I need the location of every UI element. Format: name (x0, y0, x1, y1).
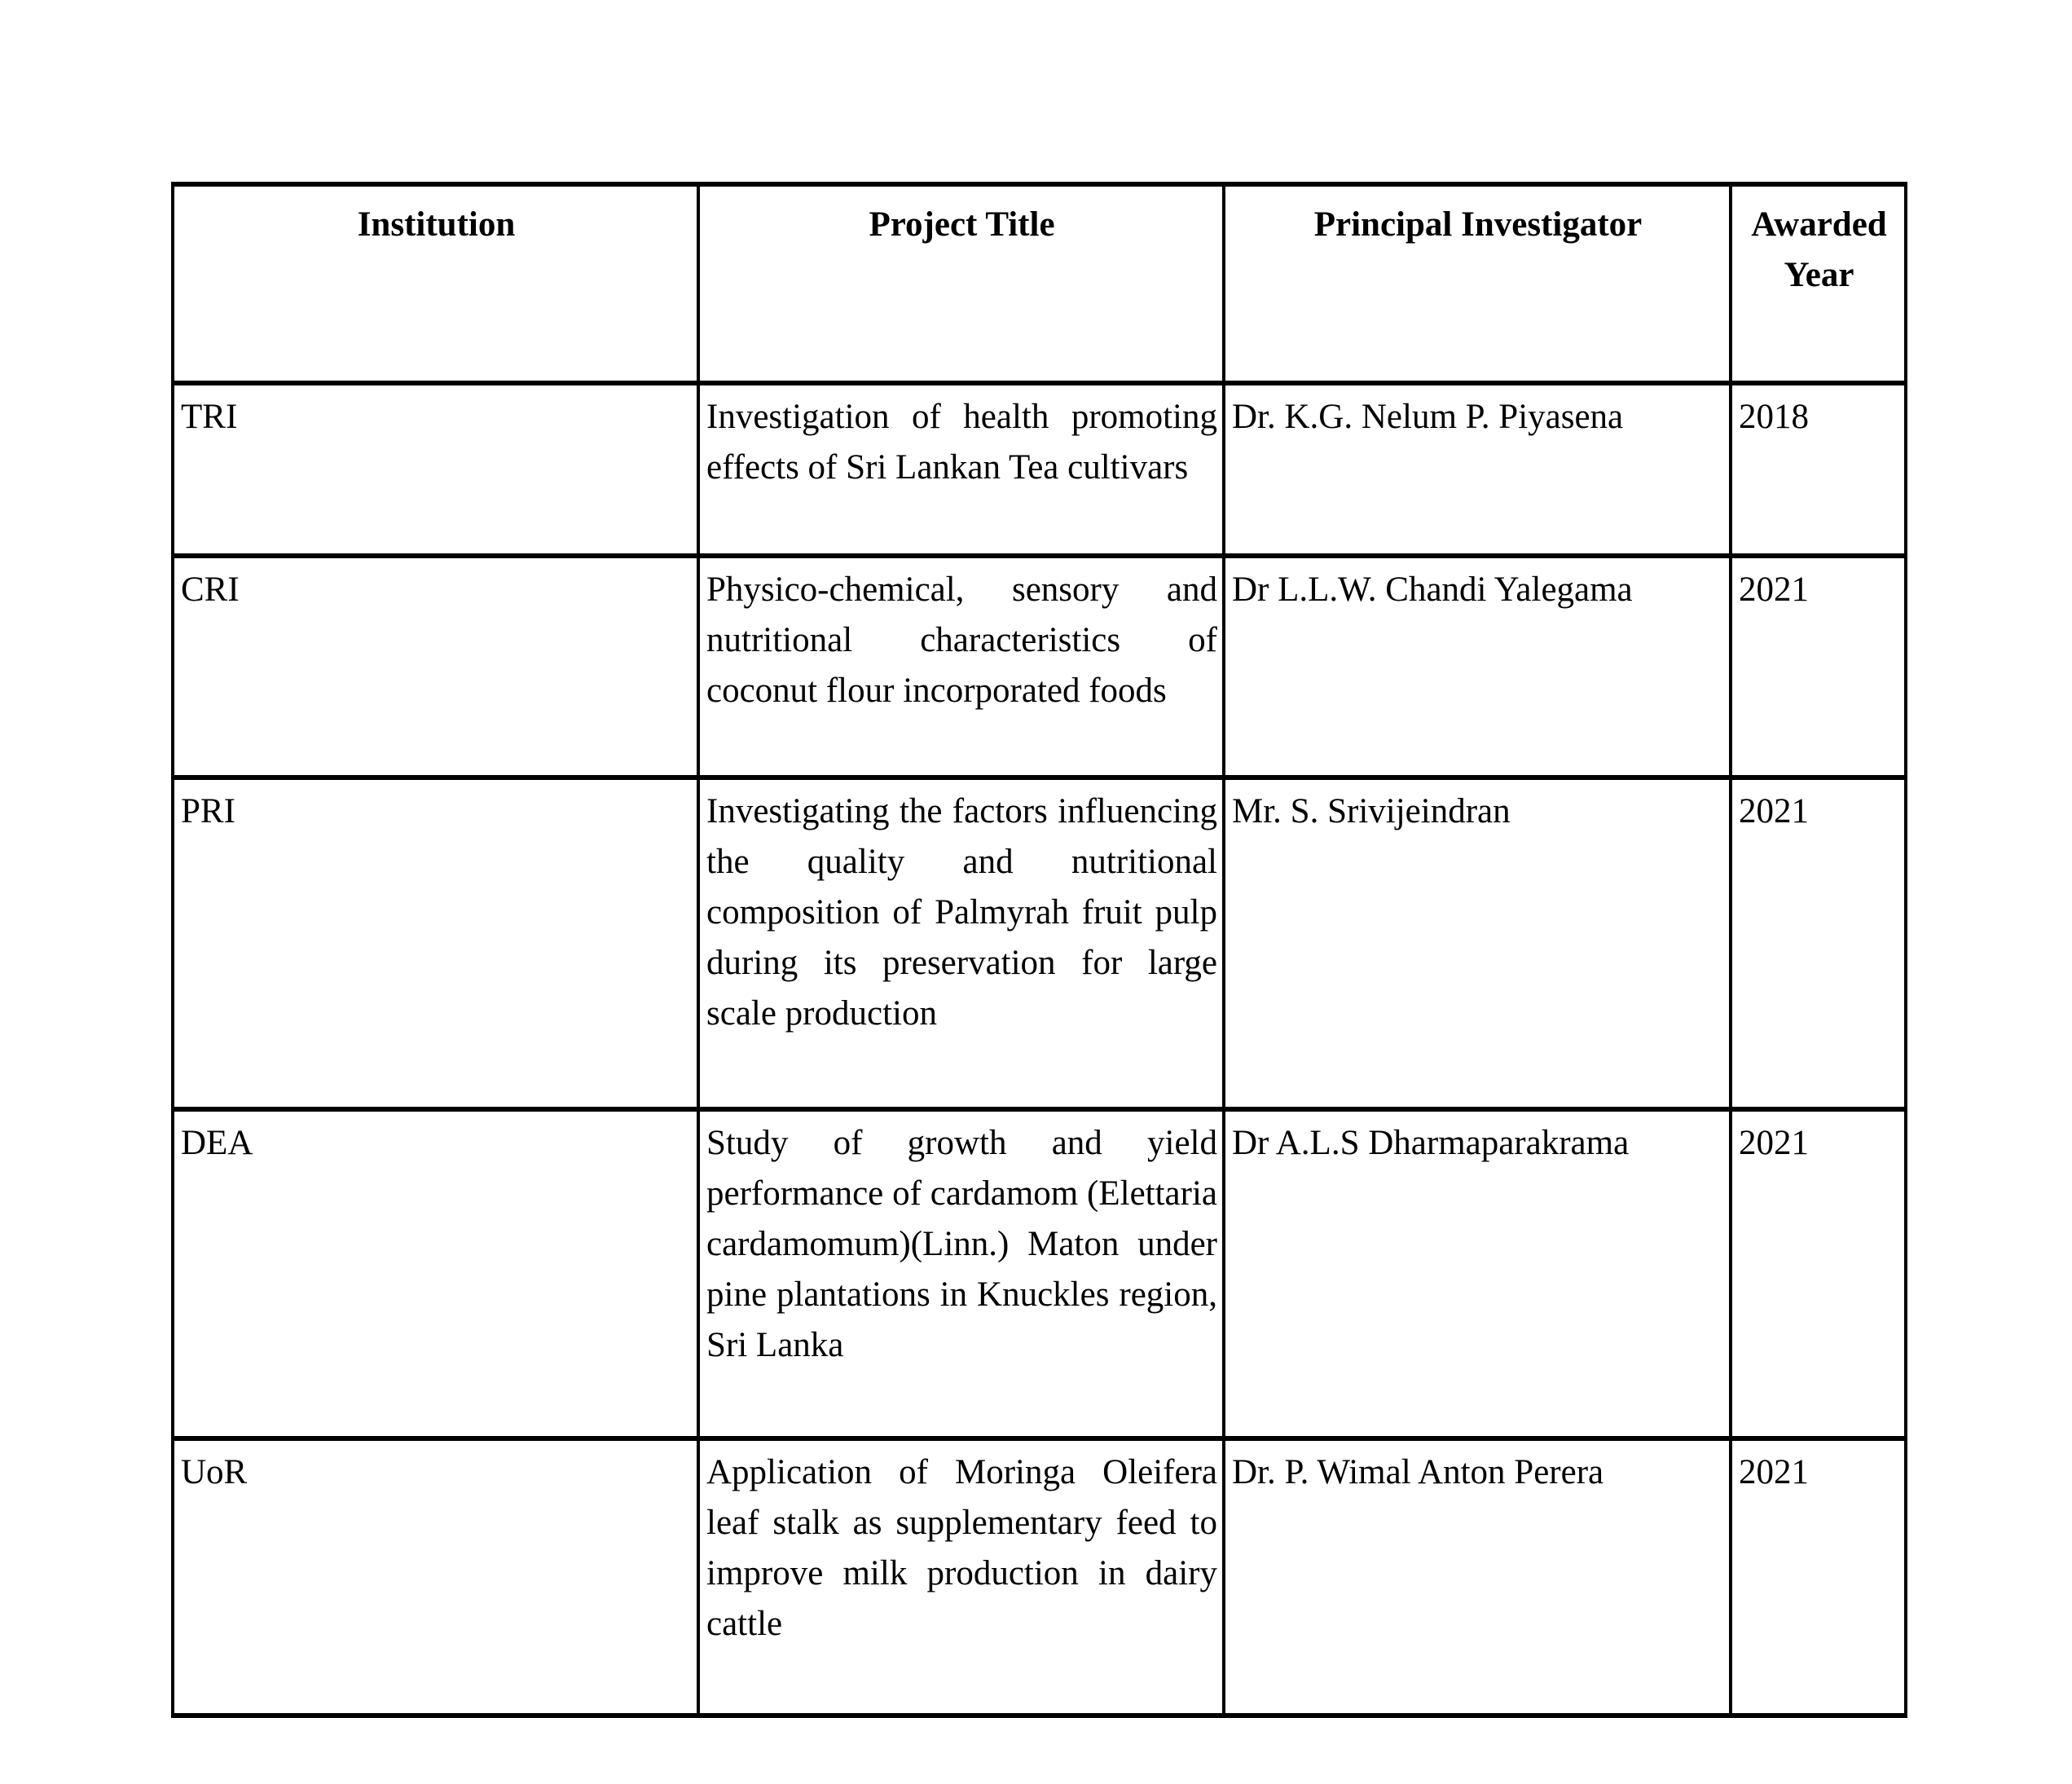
principal-investigator-cell: Dr. K.G. Nelum P. Piyasena (1224, 383, 1731, 556)
project-title-cell: Investigation of health promoting effects of Sri Lankan Tea cultivars (698, 383, 1224, 556)
column-header-principal-investigator: Principal Investigator (1224, 184, 1731, 383)
table-row (173, 777, 1906, 1109)
project-title-cell: Investigating the factors influencing the quality and nutritional composition of Palmyrah fruit pulp during its preservation for large scale production (698, 777, 1224, 1109)
column-header-awarded-year: Awarded Year (1731, 184, 1906, 383)
project-title-cell: Application of Moringa Oleifera leaf stalk as supplementary feed to improve milk production in dairy cattle (698, 1438, 1224, 1716)
institution-cell: PRI (173, 777, 698, 1109)
research-projects-table (171, 182, 1907, 1718)
project-title-cell: Physico-chemical, sensory and nutritional characteristics of coconut flour incorporated foods (698, 556, 1224, 777)
project-title-cell: Study of growth and yield performance of cardamom (Elettaria cardamomum)(Linn.) Maton under pine plantations in Knuckles region, Sri Lanka (698, 1109, 1224, 1438)
table-row (173, 1109, 1906, 1438)
table-row (173, 383, 1906, 556)
institution-cell: DEA (173, 1109, 698, 1438)
awarded-year-cell: 2021 (1731, 1109, 1906, 1438)
principal-investigator-cell: Dr L.L.W. Chandi Yalegama (1224, 556, 1731, 777)
awarded-year-cell: 2021 (1731, 556, 1906, 777)
column-header-project-title: Project Title (698, 184, 1224, 383)
awarded-year-cell: 2018 (1731, 383, 1906, 556)
principal-investigator-cell: Dr A.L.S Dharmaparakrama (1224, 1109, 1731, 1438)
institution-cell: UoR (173, 1438, 698, 1716)
awarded-year-cell: 2021 (1731, 777, 1906, 1109)
table-header-row (173, 184, 1906, 383)
institution-cell: TRI (173, 383, 698, 556)
table-row (173, 1438, 1906, 1716)
table-row (173, 556, 1906, 777)
principal-investigator-cell: Mr. S. Srivijeindran (1224, 777, 1731, 1109)
awarded-year-cell: 2021 (1731, 1438, 1906, 1716)
column-header-institution: Institution (173, 184, 698, 383)
principal-investigator-cell: Dr. P. Wimal Anton Perera (1224, 1438, 1731, 1716)
institution-cell: CRI (173, 556, 698, 777)
